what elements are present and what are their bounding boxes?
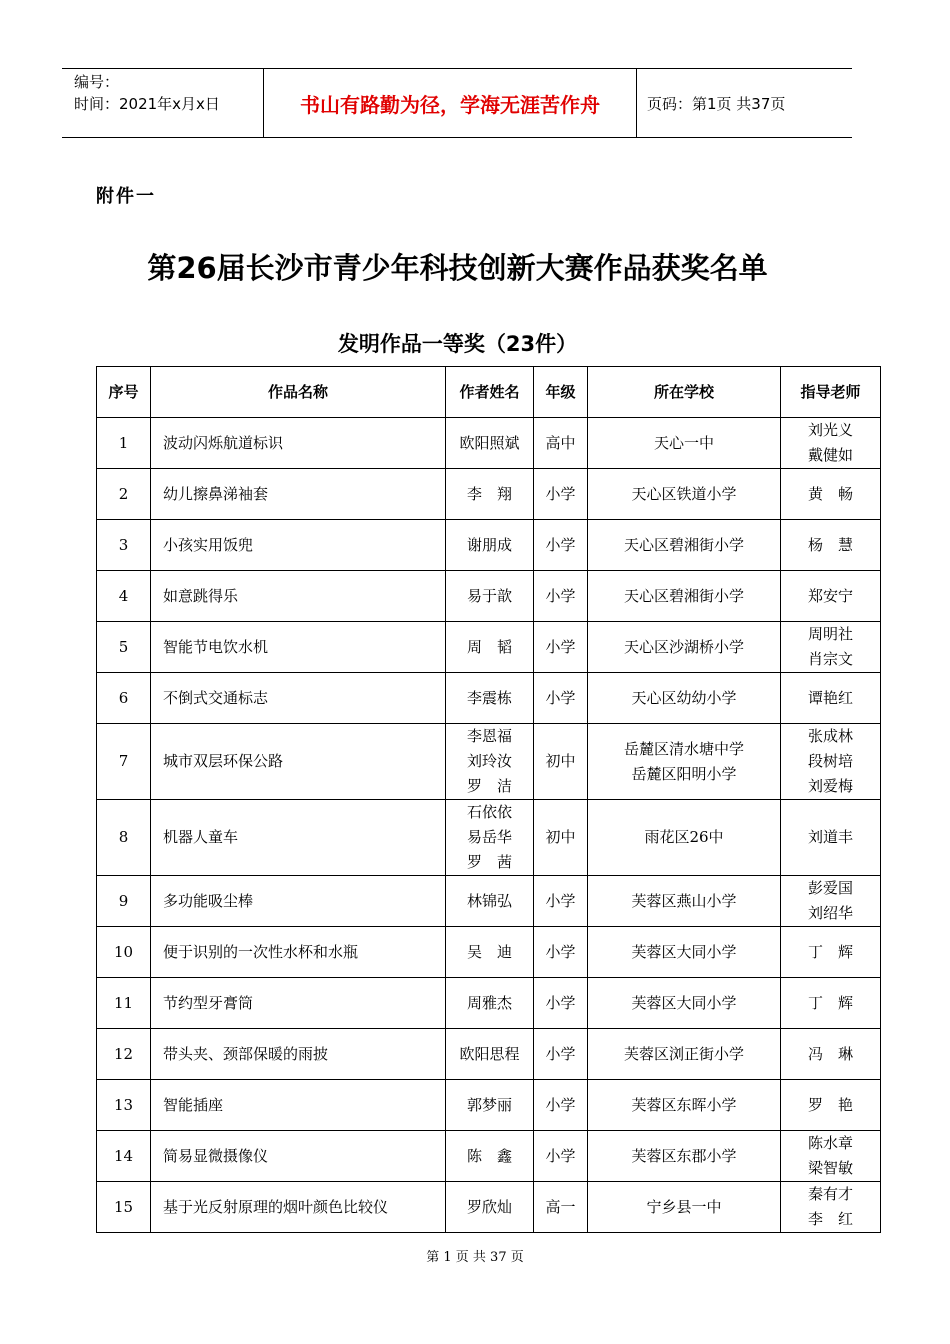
cell-no: 14 — [97, 1131, 151, 1182]
cell-school-line: 天心一中 — [653, 433, 714, 452]
cell-teachers-line: 梁智敏 — [807, 1159, 853, 1177]
cell-school — [588, 1029, 781, 1080]
cell-teachers-line: 李 红 — [807, 1210, 853, 1228]
header-cell-name: 作品名称 — [151, 367, 446, 418]
cell-school-line: 天心区幼幼小学 — [631, 688, 737, 707]
cell-no: 7 — [97, 724, 151, 800]
cell-authors-line: 欧阳思程 — [459, 1044, 520, 1063]
cell-authors — [446, 520, 534, 571]
cell-teachers-line: 刘绍华 — [807, 904, 853, 922]
cell-grade: 小学 — [534, 520, 588, 571]
cell-authors-line: 郭梦丽 — [466, 1095, 512, 1114]
cell-teachers — [781, 673, 881, 724]
table-header-row — [97, 367, 881, 418]
cell-authors-line: 李震栋 — [466, 688, 512, 707]
cell-work-name: 智能节电饮水机 — [151, 622, 446, 673]
cell-teachers — [781, 571, 881, 622]
cell-school-line: 天心区碧湘街小学 — [623, 586, 744, 605]
cell-teachers-line: 肖宗文 — [807, 650, 853, 668]
cell-work-name: 便于识别的一次性水杯和水瓶 — [151, 927, 446, 978]
cell-teachers-line: 谭艳红 — [807, 688, 853, 707]
cell-authors — [446, 622, 534, 673]
cell-authors-line: 李恩福 — [466, 727, 512, 745]
table-row — [97, 724, 881, 800]
cell-authors-line: 欧阳照斌 — [459, 433, 520, 452]
header-motto-cell — [263, 69, 637, 137]
cell-work-name: 城市双层环保公路 — [151, 724, 446, 800]
cell-work-name: 节约型牙膏筒 — [151, 978, 446, 1029]
cell-teachers — [781, 520, 881, 571]
cell-no: 3 — [97, 520, 151, 571]
cell-no: 2 — [97, 469, 151, 520]
cell-grade: 小学 — [534, 469, 588, 520]
table-row — [97, 520, 881, 571]
cell-authors-line: 罗 茜 — [466, 853, 512, 871]
cell-no: 1 — [97, 418, 151, 469]
cell-authors — [446, 978, 534, 1029]
cell-school — [588, 724, 781, 800]
cell-grade: 小学 — [534, 1029, 588, 1080]
cell-grade: 初中 — [534, 724, 588, 800]
cell-school-line: 芙蓉区东郡小学 — [631, 1146, 737, 1165]
cell-authors-line: 李 翔 — [466, 484, 512, 503]
cell-teachers-line: 冯 琳 — [807, 1044, 853, 1063]
cell-no: 15 — [97, 1182, 151, 1233]
cell-teachers — [781, 469, 881, 520]
cell-teachers-line: 戴健如 — [807, 446, 853, 464]
page-footer: 第 1 页 共 37 页 — [426, 1250, 524, 1265]
header-cell-school: 所在学校 — [588, 367, 781, 418]
table-row — [97, 1029, 881, 1080]
cell-authors-line: 刘玲汝 — [466, 752, 512, 770]
cell-grade: 小学 — [534, 1131, 588, 1182]
cell-work-name: 多功能吸尘棒 — [151, 876, 446, 927]
page-info: 页码：第1页 共37页 — [647, 94, 786, 113]
cell-school-line: 芙蓉区大同小学 — [631, 993, 737, 1012]
cell-no: 4 — [97, 571, 151, 622]
cell-work-name: 幼儿擦鼻涕袖套 — [151, 469, 446, 520]
attachment-label: 附件一 — [96, 186, 156, 207]
cell-authors-line: 易岳华 — [466, 828, 512, 846]
table-row — [97, 469, 881, 520]
cell-no: 5 — [97, 622, 151, 673]
cell-grade: 小学 — [534, 571, 588, 622]
cell-teachers-line: 陈水章 — [807, 1134, 853, 1152]
header-cell-authors: 作者姓名 — [446, 367, 534, 418]
cell-no: 13 — [97, 1080, 151, 1131]
cell-school — [588, 571, 781, 622]
table-row — [97, 978, 881, 1029]
cell-school-line: 宁乡县一中 — [646, 1197, 722, 1216]
cell-school — [588, 673, 781, 724]
cell-no: 8 — [97, 800, 151, 876]
cell-teachers — [781, 1029, 881, 1080]
cell-work-name: 智能插座 — [151, 1080, 446, 1131]
cell-school — [588, 927, 781, 978]
cell-school-line: 岳麓区清水塘中学 — [623, 739, 744, 758]
cell-grade: 高一 — [534, 1182, 588, 1233]
cell-teachers — [781, 1182, 881, 1233]
cell-authors-line: 谢朋成 — [466, 535, 512, 554]
cell-authors-line: 周雅杰 — [466, 993, 512, 1012]
page-header — [62, 68, 852, 138]
cell-teachers — [781, 876, 881, 927]
cell-authors — [446, 673, 534, 724]
cell-teachers-line: 周明社 — [807, 625, 853, 643]
cell-work-name: 波动闪烁航道标识 — [151, 418, 446, 469]
cell-authors — [446, 1131, 534, 1182]
cell-teachers-line: 郑安宁 — [807, 586, 853, 605]
table-row — [97, 571, 881, 622]
cell-teachers-line: 丁 辉 — [807, 942, 853, 961]
cell-school — [588, 469, 781, 520]
cell-teachers-line: 罗 艳 — [807, 1095, 853, 1114]
table-row — [97, 1182, 881, 1233]
cell-teachers-line: 张成林 — [807, 727, 853, 745]
cell-authors — [446, 571, 534, 622]
cell-work-name: 小孩实用饭兜 — [151, 520, 446, 571]
cell-work-name: 不倒式交通标志 — [151, 673, 446, 724]
table-row — [97, 800, 881, 876]
cell-teachers — [781, 418, 881, 469]
cell-authors-line: 陈 鑫 — [466, 1146, 512, 1165]
cell-grade: 小学 — [534, 622, 588, 673]
cell-grade: 小学 — [534, 876, 588, 927]
cell-teachers-line: 黄 畅 — [807, 484, 853, 503]
cell-work-name: 如意跳得乐 — [151, 571, 446, 622]
cell-no: 9 — [97, 876, 151, 927]
cell-authors — [446, 1182, 534, 1233]
cell-school-line: 雨花区26中 — [644, 828, 724, 846]
cell-school — [588, 520, 781, 571]
cell-school-line: 天心区碧湘街小学 — [623, 535, 744, 554]
cell-school — [588, 622, 781, 673]
cell-no: 6 — [97, 673, 151, 724]
cell-school-line: 天心区沙湖桥小学 — [623, 637, 744, 656]
number-label: 编号： — [74, 73, 120, 91]
cell-grade: 小学 — [534, 978, 588, 1029]
cell-teachers-line: 刘道丰 — [807, 828, 853, 846]
cell-grade: 高中 — [534, 418, 588, 469]
cell-teachers-line: 段树培 — [807, 752, 853, 770]
cell-teachers-line: 刘光义 — [807, 421, 853, 439]
cell-teachers-line: 杨 慧 — [807, 535, 853, 554]
cell-no: 11 — [97, 978, 151, 1029]
cell-work-name: 简易显微摄像仪 — [151, 1131, 446, 1182]
cell-teachers-line: 秦有才 — [807, 1185, 853, 1203]
cell-authors — [446, 469, 534, 520]
cell-authors-line: 易于歆 — [466, 586, 512, 605]
cell-teachers-line: 刘爱梅 — [807, 777, 853, 795]
cell-authors — [446, 800, 534, 876]
cell-school — [588, 1080, 781, 1131]
table-row — [97, 622, 881, 673]
cell-school — [588, 418, 781, 469]
cell-school-line: 芙蓉区燕山小学 — [631, 891, 737, 910]
cell-no: 10 — [97, 927, 151, 978]
page-title: 第26届长沙市青少年科技创新大赛作品获奖名单 — [147, 251, 768, 285]
cell-school-line: 天心区铁道小学 — [631, 484, 737, 503]
table-row — [97, 673, 881, 724]
header-cell-grade: 年级 — [534, 367, 588, 418]
header-page-cell — [637, 69, 852, 137]
cell-grade: 小学 — [534, 927, 588, 978]
cell-teachers — [781, 978, 881, 1029]
cell-work-name: 带头夹、颈部保暖的雨披 — [151, 1029, 446, 1080]
cell-no: 12 — [97, 1029, 151, 1080]
cell-work-name: 机器人童车 — [151, 800, 446, 876]
table-row — [97, 1131, 881, 1182]
cell-teachers — [781, 800, 881, 876]
cell-grade: 初中 — [534, 800, 588, 876]
cell-school-line: 芙蓉区大同小学 — [631, 942, 737, 961]
cell-grade: 小学 — [534, 673, 588, 724]
table-body — [97, 418, 881, 1233]
header-cell-teacher: 指导老师 — [781, 367, 881, 418]
cell-school-line: 芙蓉区浏正街小学 — [623, 1044, 744, 1063]
table-row — [97, 418, 881, 469]
awards-table — [96, 366, 881, 1233]
cell-authors-line: 吴 迪 — [466, 942, 512, 961]
cell-teachers — [781, 724, 881, 800]
header-meta — [62, 69, 262, 137]
cell-authors-line: 罗 洁 — [466, 777, 512, 795]
cell-grade: 小学 — [534, 1080, 588, 1131]
cell-authors — [446, 724, 534, 800]
time-label: 时间：2021年x月x日 — [74, 95, 220, 113]
cell-teachers — [781, 1131, 881, 1182]
cell-school — [588, 876, 781, 927]
cell-teachers — [781, 622, 881, 673]
cell-teachers-line: 彭爱国 — [807, 879, 853, 897]
cell-teachers — [781, 1080, 881, 1131]
cell-authors-line: 林锦弘 — [466, 891, 512, 910]
cell-school — [588, 978, 781, 1029]
cell-authors-line: 石依依 — [466, 803, 512, 821]
header-cell-no: 序号 — [97, 367, 151, 418]
cell-authors — [446, 418, 534, 469]
cell-school-line: 岳麓区阳明小学 — [631, 764, 737, 783]
cell-authors-line: 罗欣灿 — [466, 1197, 512, 1216]
cell-school-line: 芙蓉区东晖小学 — [631, 1095, 737, 1114]
cell-authors — [446, 1080, 534, 1131]
table-row — [97, 927, 881, 978]
cell-authors-line: 周 韬 — [466, 637, 512, 656]
cell-work-name: 基于光反射原理的烟叶颜色比较仪 — [151, 1182, 446, 1233]
cell-authors — [446, 1029, 534, 1080]
motto: 书山有路勤为径，学海无涯苦作舟 — [300, 92, 600, 117]
table-row — [97, 1080, 881, 1131]
cell-teachers-line: 丁 辉 — [807, 993, 853, 1012]
cell-school — [588, 1182, 781, 1233]
cell-school — [588, 1131, 781, 1182]
cell-school — [588, 800, 781, 876]
cell-authors — [446, 927, 534, 978]
cell-teachers — [781, 927, 881, 978]
cell-authors — [446, 876, 534, 927]
section-subtitle: 发明作品一等奖（23件） — [337, 332, 578, 356]
table-row — [97, 876, 881, 927]
